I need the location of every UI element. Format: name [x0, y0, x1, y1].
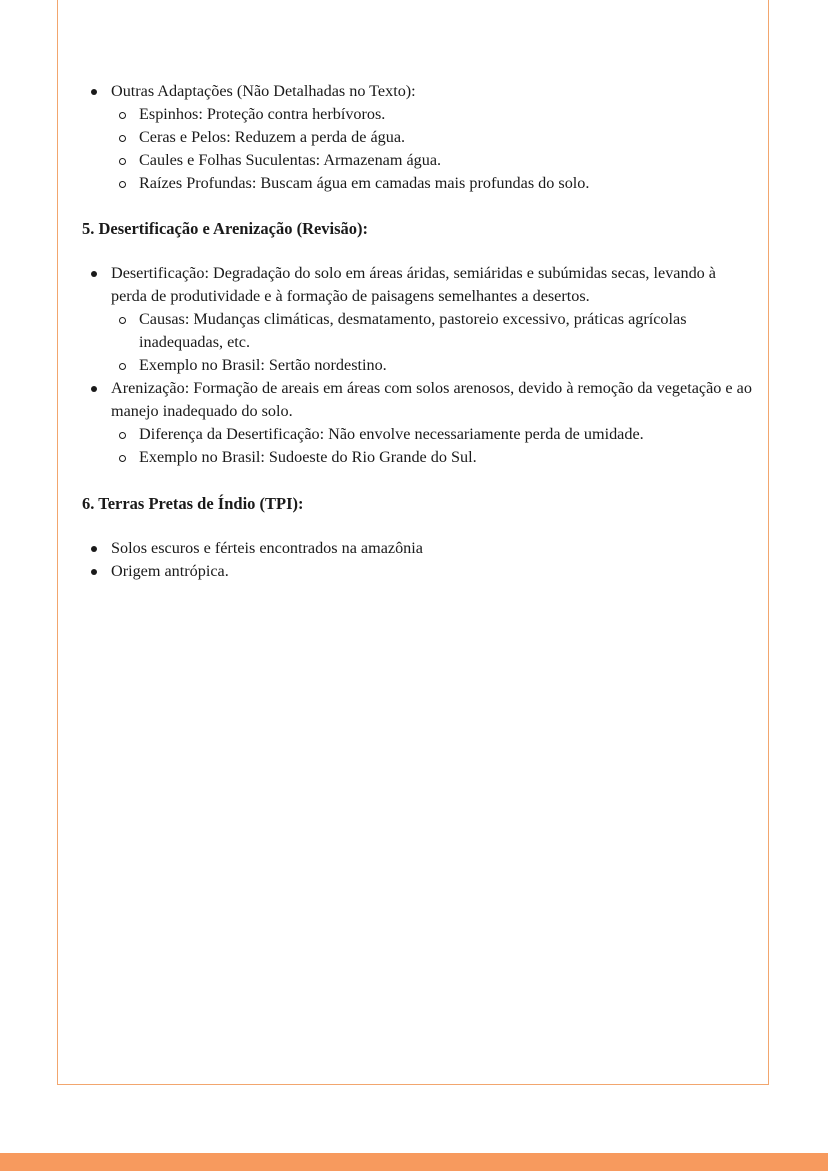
footer-bar	[0, 1153, 828, 1171]
desertificacao-text: Desertificação: Degradação do solo em áreas áridas, semiáridas e subúmidas secas, levando à perda de produtividade e à formação de paisagens semelhantes a desertos.	[111, 264, 716, 305]
document-content	[82, 80, 752, 583]
section-5-list	[82, 262, 752, 469]
desertificacao-sublist	[111, 308, 752, 377]
list-item: Raízes Profundas: Buscam água em camadas mais profundas do solo.	[111, 172, 752, 195]
list-item: Espinhos: Proteção contra herbívoros.	[111, 103, 752, 126]
section-6-list	[82, 537, 752, 583]
arenizacao-sublist	[111, 423, 752, 469]
list-item	[82, 80, 752, 195]
section-6-heading: 6. Terras Pretas de Índio (TPI):	[82, 494, 304, 513]
list-item: Diferença da Desertificação: Não envolve necessariamente perda de umidade.	[111, 423, 752, 446]
list-item: Origem antrópica.	[82, 560, 752, 583]
arenizacao-text: Arenização: Formação de areais em áreas com solos arenosos, devido à remoção da vegetação e ao manejo inadequado do solo.	[111, 379, 752, 420]
list-item-arenizacao	[82, 377, 752, 469]
list-item: Exemplo no Brasil: Sertão nordestino.	[111, 354, 752, 377]
list-item: Ceras e Pelos: Reduzem a perda de água.	[111, 126, 752, 149]
list-item: Causas: Mudanças climáticas, desmatamento, pastoreio excessivo, práticas agrícolas inadequadas, etc.	[111, 308, 752, 354]
section-5-heading: 5. Desertificação e Arenização (Revisão):	[82, 219, 369, 238]
list-item: Solos escuros e férteis encontrados na amazônia	[82, 537, 752, 560]
outras-adaptacoes-list	[82, 80, 752, 195]
outras-adaptacoes-sublist	[111, 103, 752, 195]
list-item-desertificacao	[82, 262, 752, 377]
list-item: Caules e Folhas Suculentas: Armazenam água.	[111, 149, 752, 172]
outras-adaptacoes-title: Outras Adaptações (Não Detalhadas no Texto):	[111, 82, 416, 100]
list-item: Exemplo no Brasil: Sudoeste do Rio Grande do Sul.	[111, 446, 752, 469]
